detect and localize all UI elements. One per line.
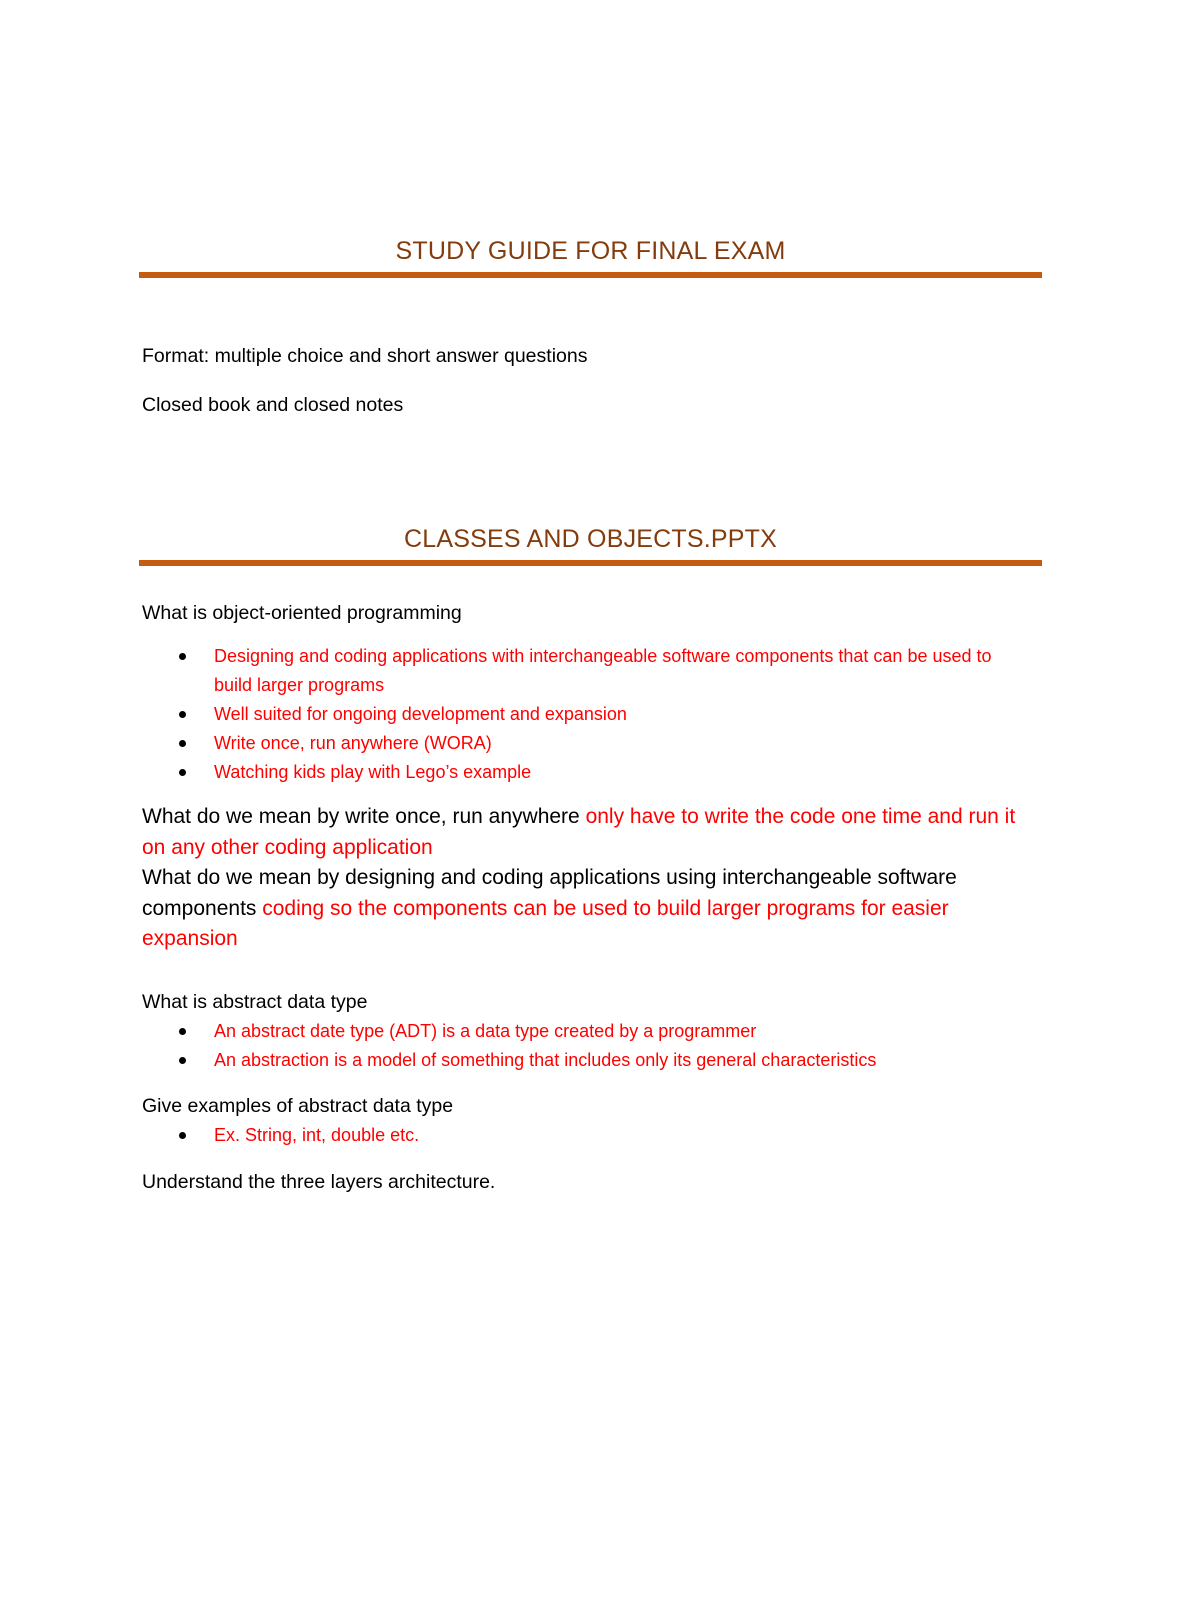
- examples-bullet-list: [172, 1121, 1032, 1150]
- closed-book-line: Closed book and closed notes: [142, 394, 404, 416]
- question-layers: Understand the three layers architecture.: [142, 1171, 496, 1193]
- title-heading: STUDY GUIDE FOR FINAL EXAM: [395, 237, 786, 265]
- question-components-text: What do we mean by designing and coding applications using interchangeable software components: [142, 866, 957, 920]
- list-item: Well suited for ongoing development and expansion: [172, 700, 1032, 729]
- question-adt: What is abstract data type: [142, 991, 368, 1013]
- section-heading: CLASSES AND OBJECTS.PPTX: [404, 525, 777, 553]
- question-examples: Give examples of abstract data type: [142, 1095, 454, 1117]
- list-item: Designing and coding applications with interchangeable software components that can be used to build larger programs: [172, 642, 1032, 700]
- list-item: Write once, run anywhere (WORA): [172, 729, 1032, 758]
- list-item: An abstraction is a model of something that includes only its general characteristics: [172, 1046, 1032, 1075]
- oop-bullet-list: [172, 642, 1032, 787]
- answer-components: coding so the components can be used to build larger programs for easier expansion: [142, 896, 949, 950]
- format-line: Format: multiple choice and short answer questions: [142, 345, 588, 367]
- question-wora-text: What do we mean by write once, run anywhere: [142, 805, 580, 828]
- question-oop: What is object-oriented programming: [142, 602, 462, 624]
- adt-bullet-list: [172, 1017, 1032, 1075]
- answer-wora: only have to write the code one time and run it on any other coding application: [142, 805, 1016, 859]
- list-item: Watching kids play with Lego’s example: [172, 758, 1032, 787]
- question-wora: [142, 802, 1022, 863]
- section-rule: [139, 560, 1042, 566]
- title-rule: [139, 272, 1042, 278]
- list-item: An abstract date type (ADT) is a data type created by a programmer: [172, 1017, 1032, 1046]
- list-item: Ex. String, int, double etc.: [172, 1121, 1032, 1150]
- question-components: [142, 863, 1022, 955]
